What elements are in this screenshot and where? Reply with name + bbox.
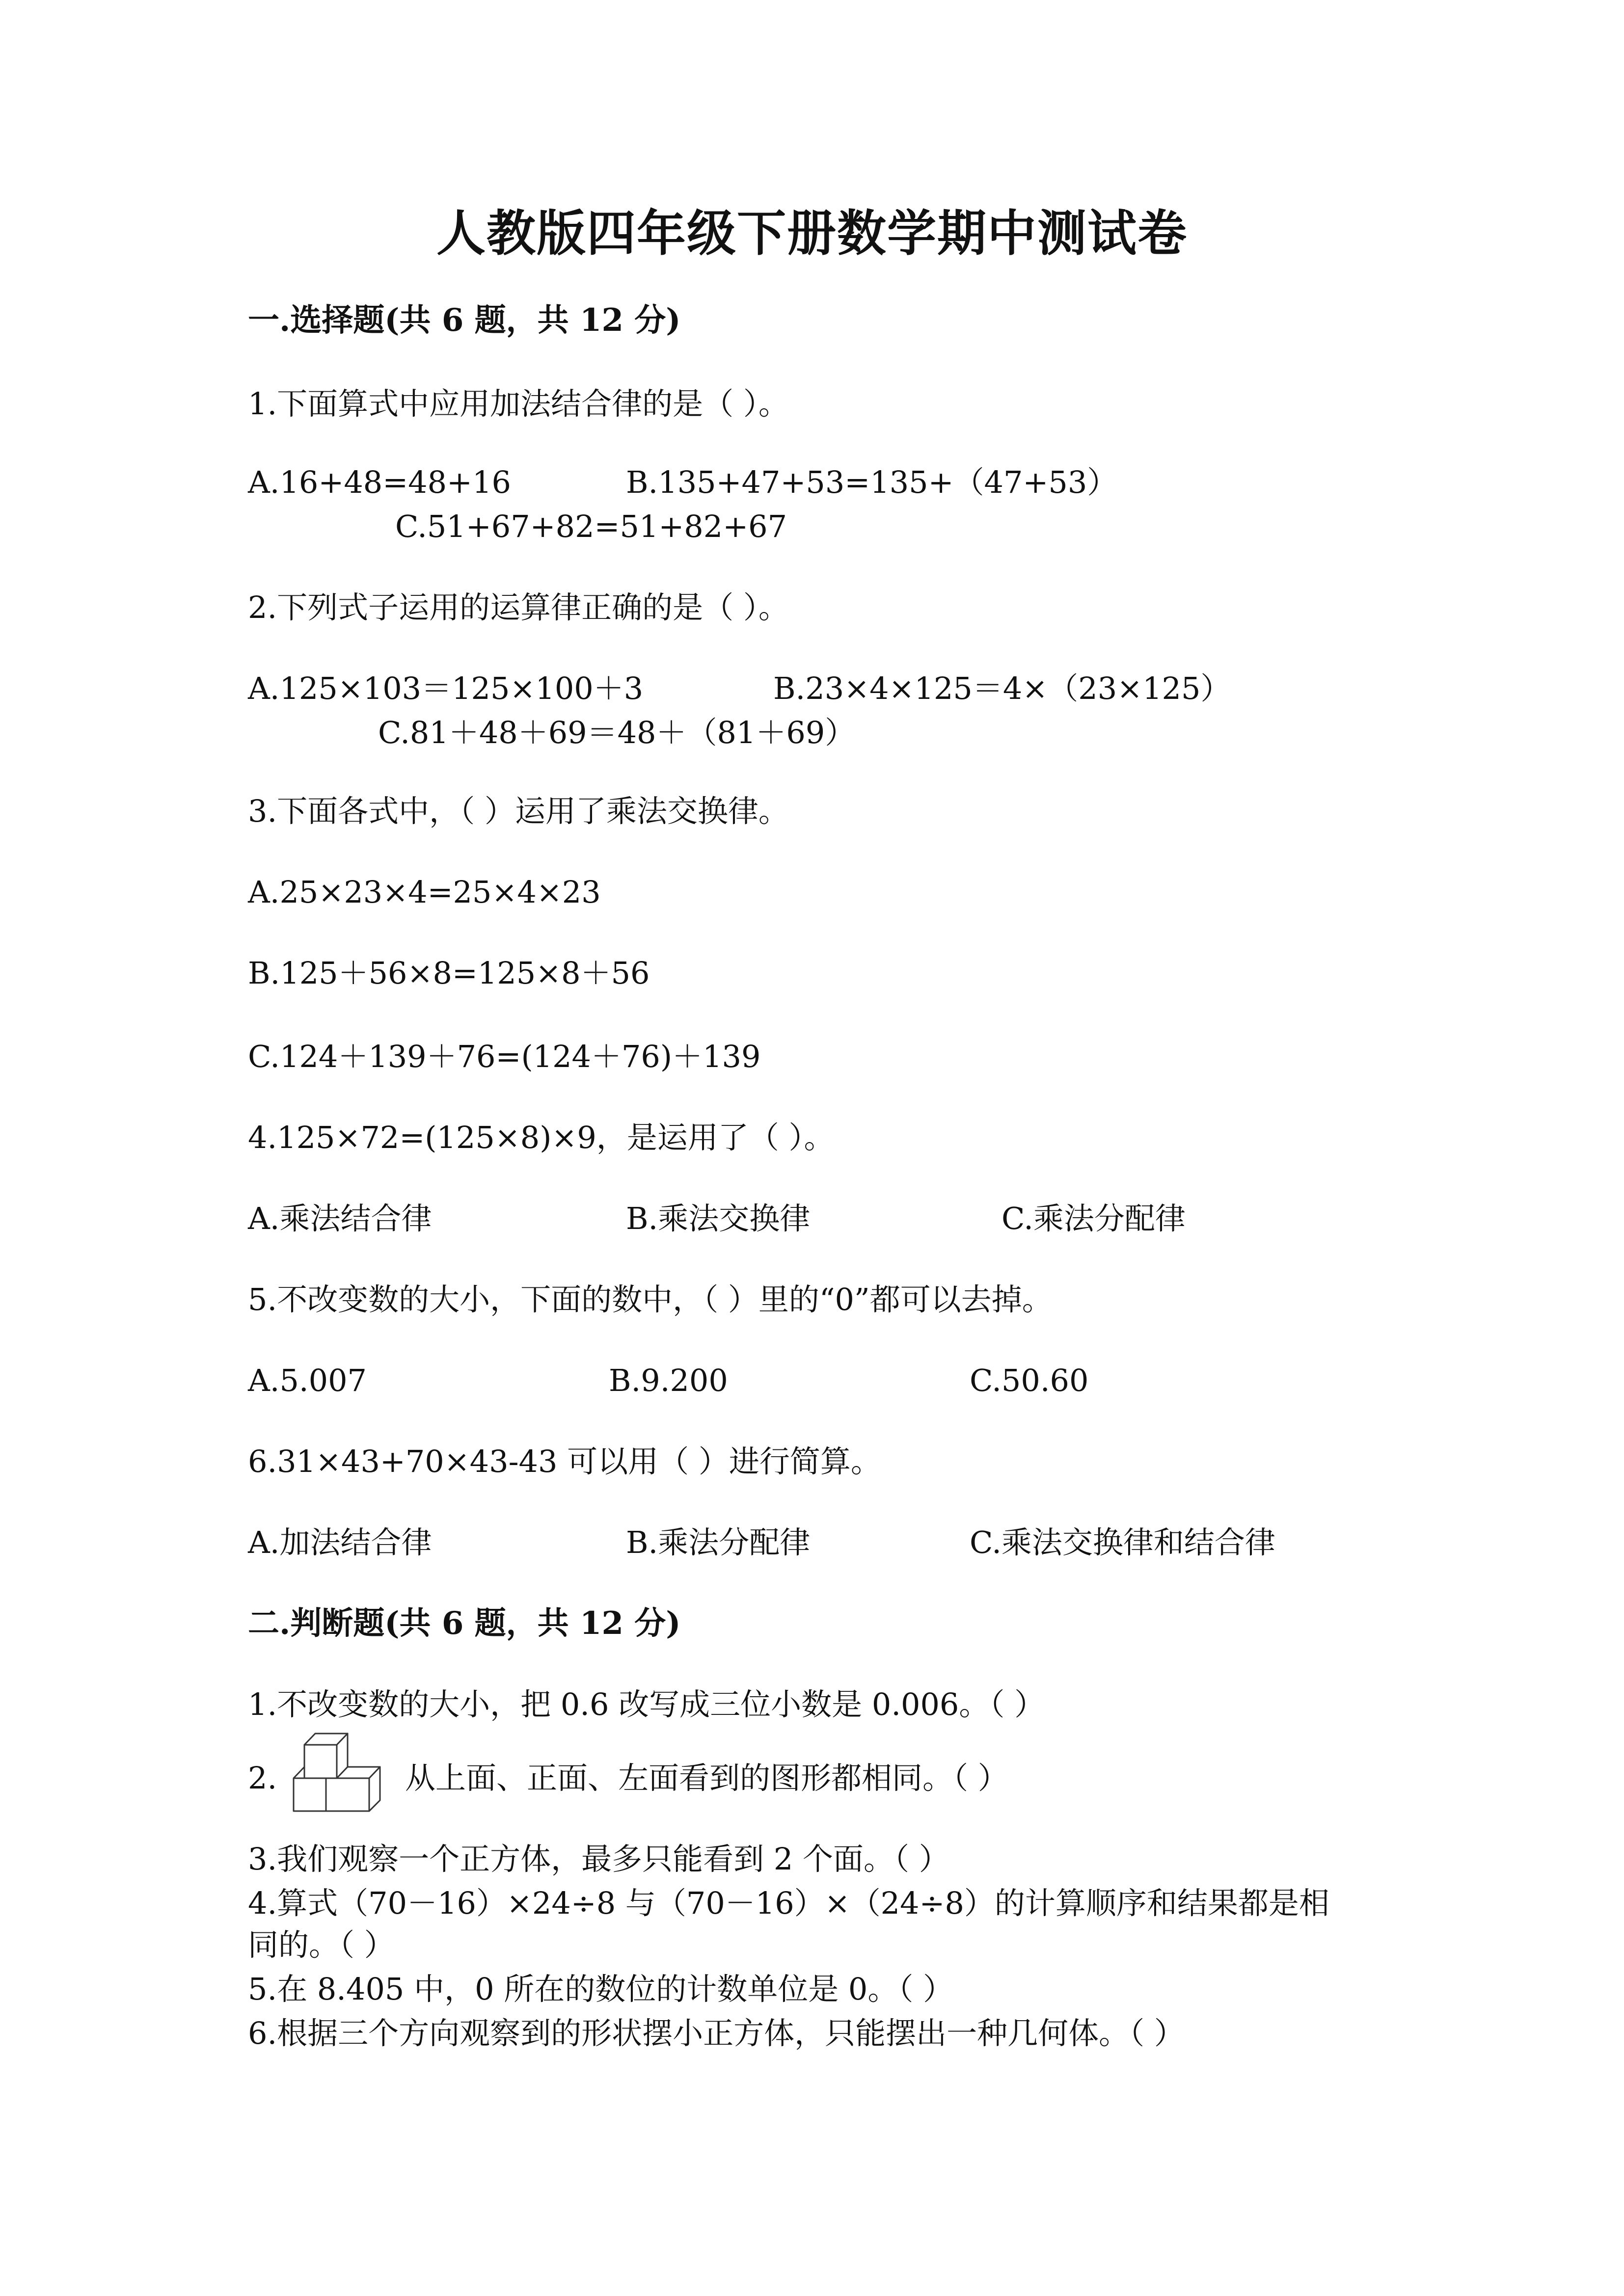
s1-q6-option-b: B.乘法分配律 (626, 1524, 811, 1560)
section2-heading: 二.判断题(共 6 题，共 12 分) (248, 1605, 681, 1642)
section1-heading: 一.选择题(共 6 题，共 12 分) (248, 302, 681, 339)
cube-stack-figure (285, 1728, 398, 1816)
s1-q4-text: 4.125×72=(125×8)×9，是运用了（ ）。 (248, 1120, 835, 1155)
s1-q3-option-c: C.124＋139＋76=(124＋76)＋139 (248, 1039, 761, 1074)
s1-q3-option-a: A.25×23×4=25×4×23 (248, 874, 601, 910)
s1-q4-option-a: A.乘法结合律 (248, 1201, 432, 1236)
s1-q2-option-b: B.23×4×125＝4×（23×125） (773, 670, 1231, 706)
s1-q1-text: 1.下面算式中应用加法结合律的是（ ）。 (248, 386, 789, 422)
s1-q1-option-c: C.51+67+82=51+82+67 (395, 508, 787, 544)
s1-q1-option-a: A.16+48=48+16 (248, 464, 511, 500)
s2-q1-text: 1.不改变数的大小，把 0.6 改写成三位小数是 0.006。（ ） (248, 1686, 1045, 1722)
s2-q3-text: 3.我们观察一个正方体，最多只能看到 2 个面。（ ） (248, 1841, 949, 1877)
s1-q1-option-b: B.135+47+53=135+（47+53） (626, 464, 1118, 500)
cube-left-front (294, 1778, 326, 1811)
s1-q4-option-b: B.乘法交换律 (626, 1201, 811, 1236)
cube-top-front (304, 1745, 337, 1778)
s1-q2-option-c: C.81＋48＋69＝48＋（81＋69） (378, 715, 856, 750)
s1-q5-option-a: A.5.007 (248, 1362, 367, 1398)
cube-right-front (326, 1778, 369, 1811)
s2-q2-text: 从上面、正面、左面看到的图形都相同。（ ） (405, 1760, 1008, 1796)
page-title: 人教版四年级下册数学期中测试卷 (436, 204, 1188, 262)
s1-q5-text: 5.不改变数的大小，下面的数中，（ ）里的“0”都可以去掉。 (248, 1281, 1053, 1317)
s2-q4-line1: 4.算式（70－16）×24÷8 与（70－16）×（24÷8）的计算顺序和结果都是相 (248, 1885, 1329, 1921)
s2-q2-number: 2. (248, 1760, 277, 1796)
s1-q5-option-c: C.50.60 (970, 1362, 1089, 1398)
s1-q5-option-b: B.9.200 (609, 1362, 728, 1398)
s1-q6-option-a: A.加法结合律 (248, 1524, 432, 1560)
s2-q6-text: 6.根据三个方向观察到的形状摆小正方体，只能摆出一种几何体。（ ） (248, 2015, 1185, 2051)
cube-left-top-corner (294, 1767, 304, 1778)
s1-q4-option-c: C.乘法分配律 (1001, 1201, 1186, 1236)
s1-q6-option-c: C.乘法交换律和结合律 (970, 1524, 1275, 1560)
s1-q3-option-b: B.125＋56×8=125×8＋56 (248, 955, 650, 991)
s1-q6-text: 6.31×43+70×43-43 可以用（ ）进行简算。 (248, 1443, 881, 1479)
s2-q4-line2: 同的。（ ） (248, 1927, 395, 1963)
s2-q5-text: 5.在 8.405 中，0 所在的数位的计数单位是 0。（ ） (248, 1971, 954, 2007)
s1-q3-text: 3.下面各式中，（ ）运用了乘法交换律。 (248, 793, 789, 829)
s1-q2-text: 2.下列式子运用的运算律正确的是（ ）。 (248, 589, 789, 625)
s1-q2-option-a: A.125×103＝125×100＋3 (248, 670, 644, 706)
